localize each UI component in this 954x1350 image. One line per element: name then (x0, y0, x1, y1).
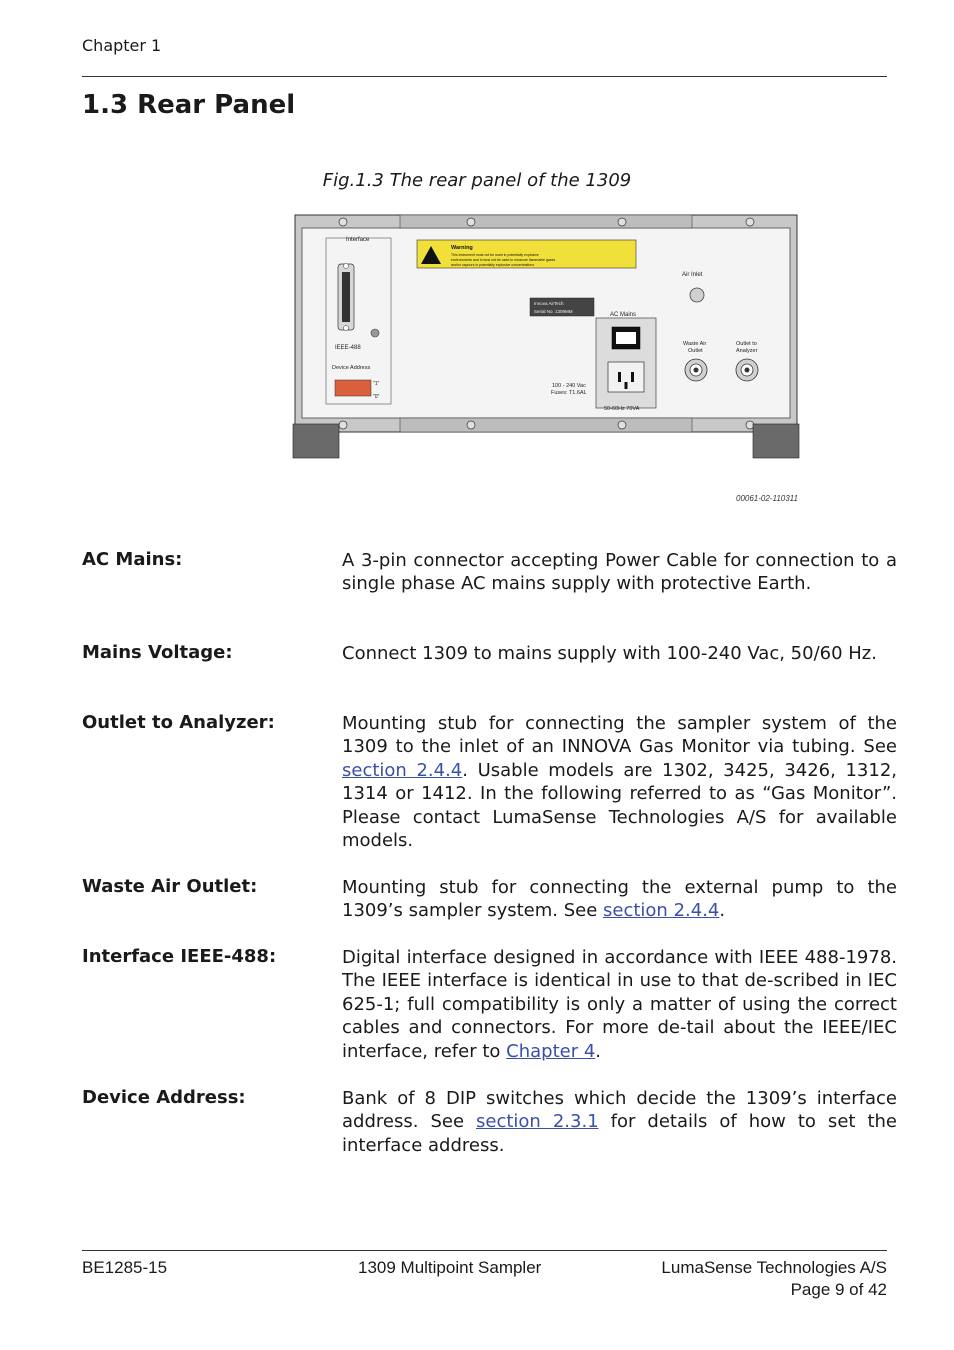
desc-interface-ieee: Digital interface designed in accordance with IEEE 488-1978. The IEEE interface is identical in use to that de-scribed in IEC 625-1; full compatibility is only a matter of using the correct cables and connectors. For more de-tail about the IEEE/IEC interface, refer to Chapter 4. (342, 947, 897, 1062)
link-section-2-4-4[interactable]: section 2.4.4 (342, 759, 463, 781)
figure-reference: 00061-02-110311 (736, 494, 798, 503)
foot-left (293, 424, 339, 458)
link-chapter-4[interactable]: Chapter 4 (506, 1040, 596, 1062)
section-title: 1.3 Rear Panel (82, 90, 296, 120)
air-inlet-port (690, 288, 704, 302)
warning-text-1: This instrument must not be used in potentially explosive (451, 253, 539, 257)
term-outlet-analyzer: Outlet to Analyzer: (82, 712, 275, 733)
ground-terminal-icon (371, 329, 379, 337)
desc-mains-voltage: Connect 1309 to mains supply with 100-240 Vac, 50/60 Hz. (342, 643, 877, 664)
term-interface-ieee: Interface IEEE-488: (82, 946, 277, 967)
waste-air-label-2: Outlet (688, 348, 703, 354)
interface-label: Interface (346, 237, 370, 243)
link-section-2-3-1[interactable]: section 2.3.1 (476, 1111, 599, 1133)
footer-company-block (587, 1257, 887, 1301)
voltage-label: 100 - 240 Vac (552, 383, 586, 389)
freq-label: 50-60Hz 70VA (604, 406, 640, 412)
outlet-label-1: Outlet to (736, 341, 757, 347)
footer-product: 1309 Multipoint Sampler (358, 1258, 542, 1277)
term-waste-air: Waste Air Outlet: (82, 876, 258, 897)
warning-text-3: and/or vapours in potentially explosive concentrations (451, 263, 535, 267)
link-section-2-4-4[interactable]: section 2.4.4 (603, 900, 720, 922)
term-ac-mains: AC Mains: (82, 549, 183, 570)
rear-panel-figure (290, 212, 802, 462)
switch-zero-label: "0" (373, 394, 380, 400)
desc-device-address: Bank of 8 DIP switches which decide the 1309’s interface address. See section 2.3.1 for details of how to set the interface address. (342, 1088, 897, 1156)
footer-company: LumaSense Technologies A/S (661, 1258, 887, 1277)
ac-mains-label: AC Mains (610, 312, 637, 318)
device-address-label: Device Address (332, 365, 371, 371)
desc-waste-air: Mounting stub for connecting the external pump to the 1309’s sampler system. See section 2.4.4. (342, 877, 897, 922)
plate-line-2: Serial No. 1309MM (534, 309, 573, 314)
switch-one-label: "1" (373, 381, 380, 387)
warning-text-2: environments and it must not be used to measure flammable gases (451, 258, 556, 262)
chapter-header: Chapter 1 (82, 36, 162, 55)
warning-title: Warning (451, 245, 473, 251)
figure-caption: Fig.1.3 The rear panel of the 1309 (322, 170, 632, 191)
footer-page: Page 9 of 42 (790, 1280, 887, 1299)
footer-rule (82, 1250, 887, 1251)
header-rule (82, 76, 887, 77)
foot-right (753, 424, 799, 458)
plate-line-1: Innova AirTech (534, 301, 564, 306)
air-inlet-label: Air Inlet (682, 272, 703, 278)
footer-doc-id: BE1285-15 (82, 1258, 168, 1277)
term-mains-voltage: Mains Voltage: (82, 642, 233, 663)
ieee-label: IEEE-488 (335, 345, 361, 351)
desc-ac-mains: A 3-pin connector accepting Power Cable for connection to a single phase AC mains supply with protective Earth. (342, 550, 897, 595)
desc-outlet-analyzer: Mounting stub for connecting the sampler system of the 1309 to the inlet of an INNOVA Gas Monitor via tubing. See section 2.4.4. Usable models are 1302, 3425, 3426, 1312, 1314 or 1412. In the following referred to as “Gas Monitor”. Please contact LumaSense Technologies A/S for available models. (342, 713, 897, 852)
waste-air-label-1: Waste Air (683, 341, 707, 347)
outlet-label-2: Analyzer (736, 348, 758, 354)
term-device-address: Device Address: (82, 1087, 246, 1108)
fuses-label: Fuses: T1.6AL (551, 390, 587, 396)
dip-switch-bank (335, 380, 371, 396)
